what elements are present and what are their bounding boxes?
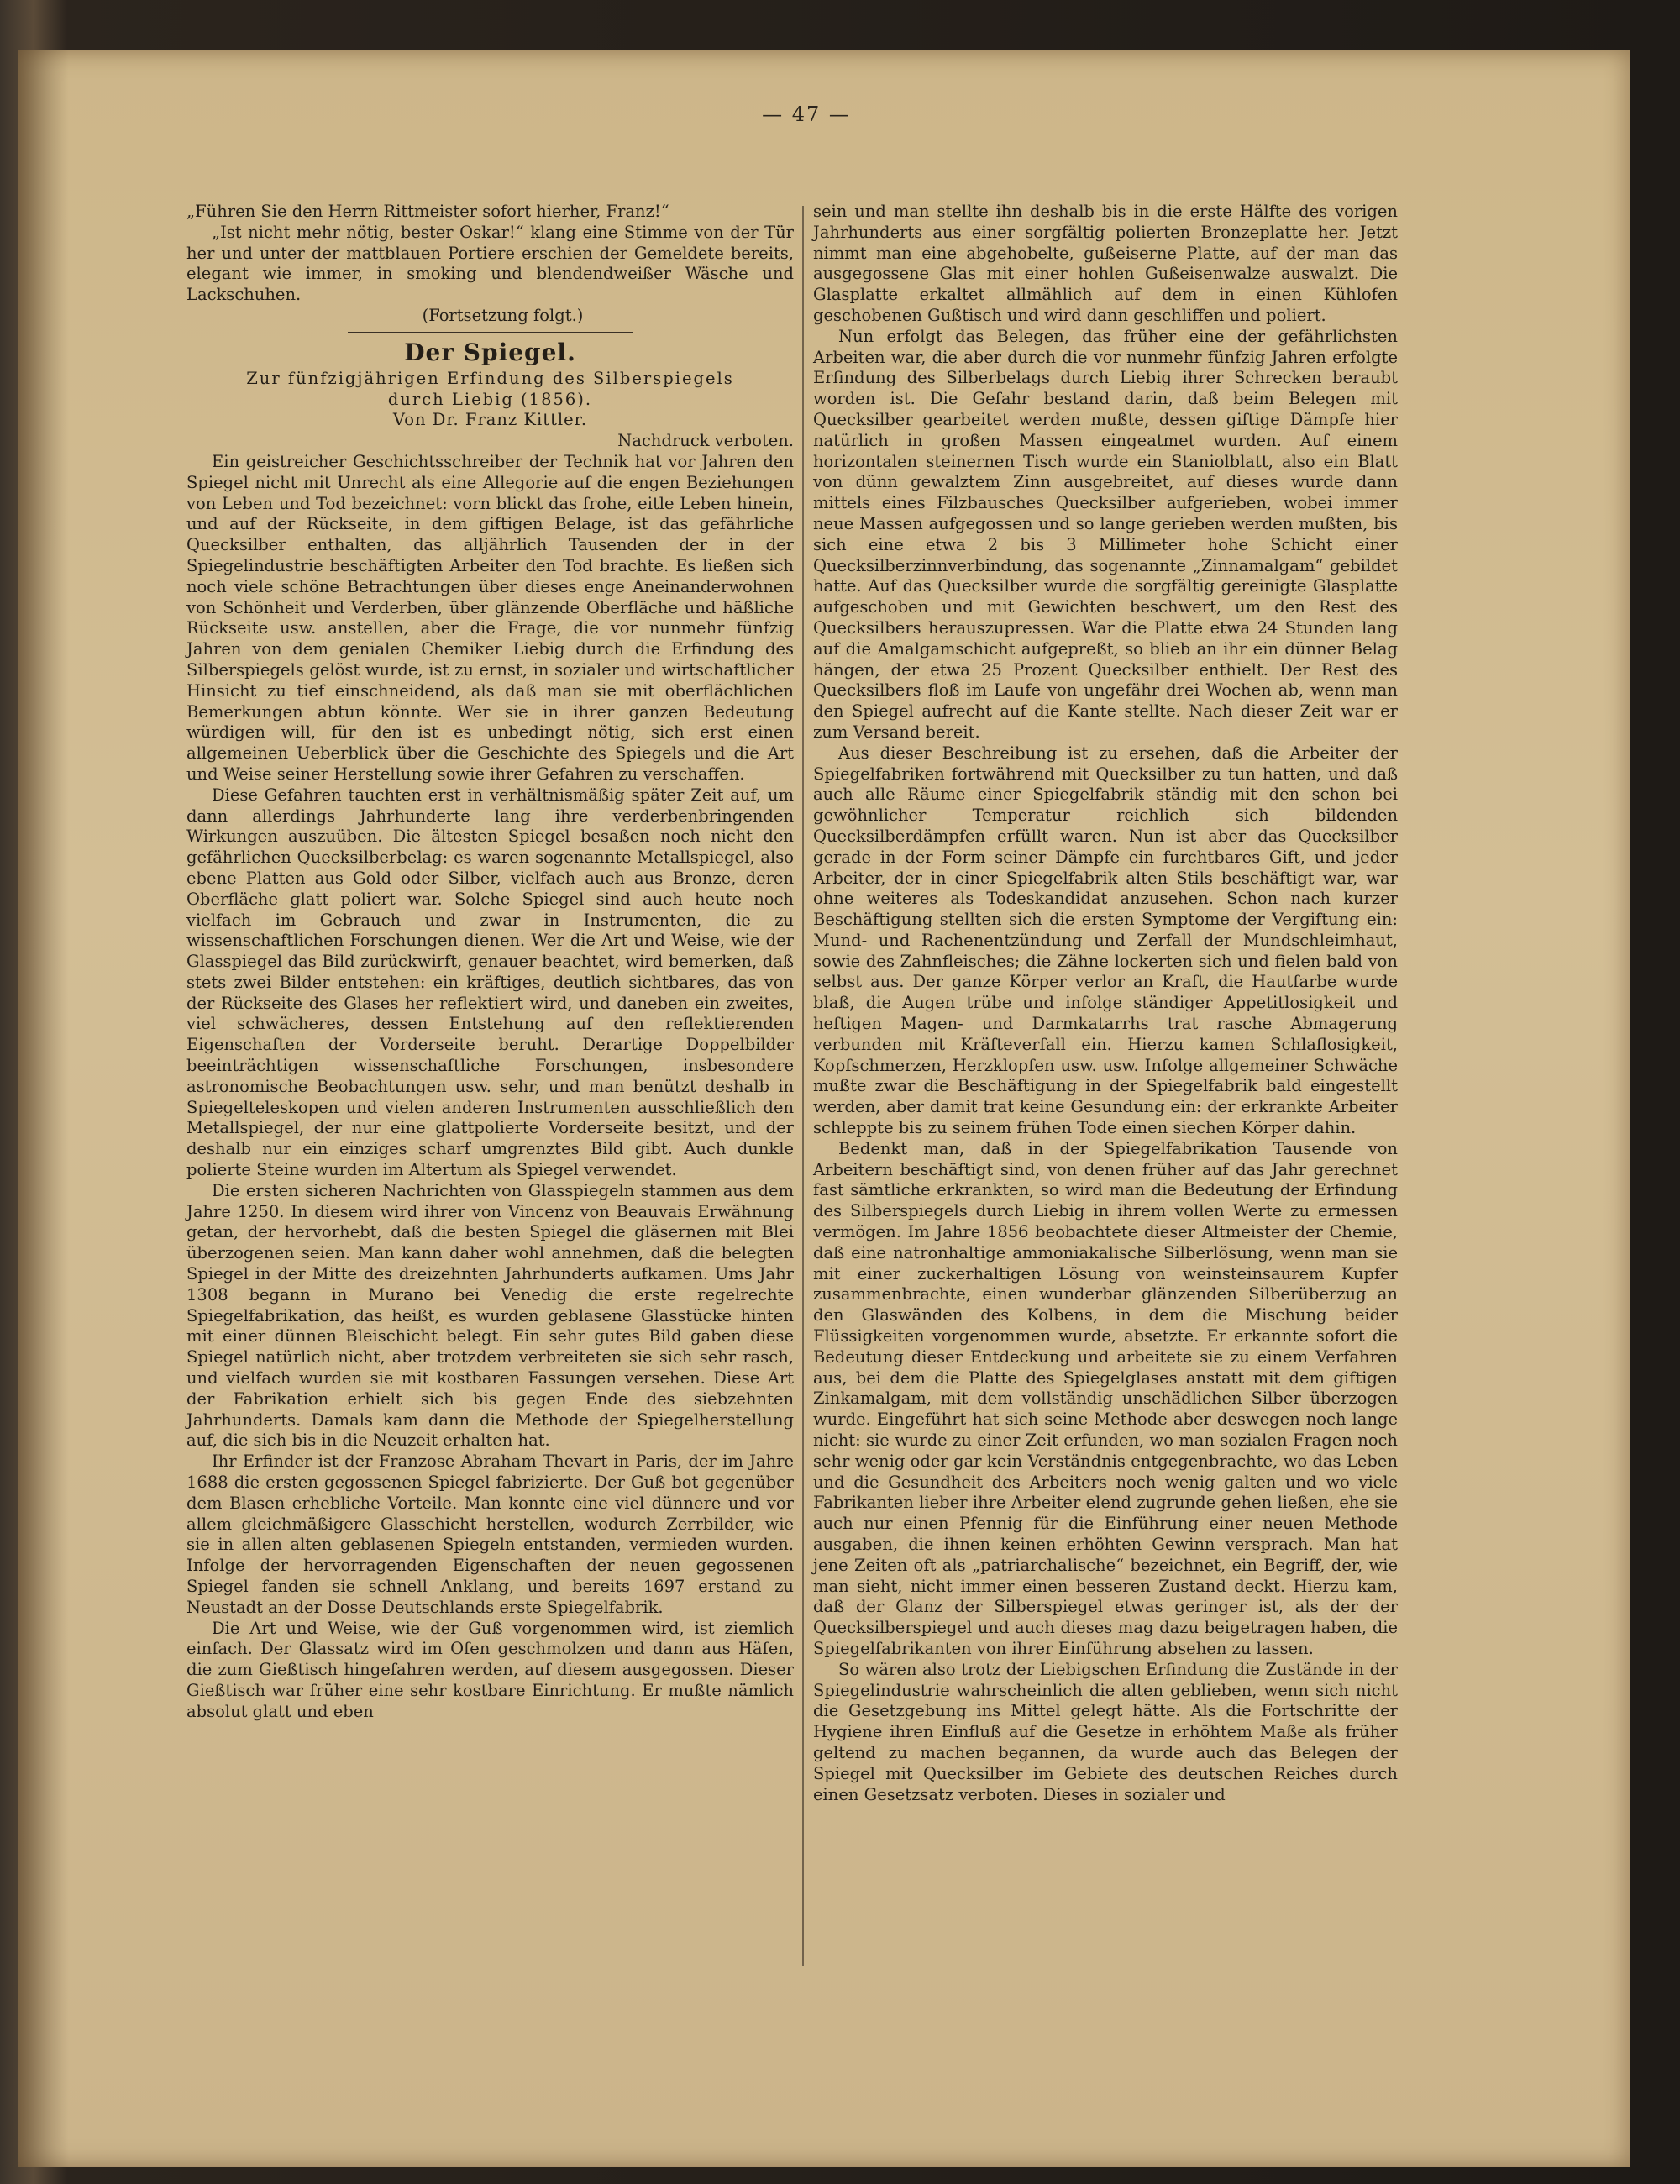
article-subtitle <box>186 369 794 411</box>
left-column <box>186 202 794 1723</box>
article-paragraph-5: Die Art und Weise, wie der Guß vorgenommen wird, ist ziemlich einfach. Der Glassatz wird im Ofen geschmolzen und dann aus Häfen, die zum Gießtisch hingefahren werden, auf diesem ausgegossen. Dieser Gießtisch war früher eine sehr kostbare Einrichtung. Er mußte nämlich absolut glatt und eben <box>186 1618 794 1721</box>
article-paragraph-1: Ein geistreicher Geschichtsschreiber der Technik hat vor Jahren den Spiegel nicht mit Unrecht als eine Allegorie auf die engen Beziehungen von Leben und Tod bezeichnet: vorn blickt das frohe, eitle Leben hinein, und auf der Rückseite, in dem giftigen Belage, ist das gefährliche Quecksilber enthalten, das alljährlich Tausenden der in der Spiegelindustrie beschäftigten Arbeiter den Tod brachte. Es ließen sich noch viele schöne Betrachtungen über dieses enge Aneinanderwohnen von Schönheit und Verderben, über glänzende Oberfläche und häßliche Rückseite usw. anstellen, aber die Frage, die vor nunmehr fünfzig Jahren von dem genialen Chemiker Liebig durch die Erfindung des Silberspiegels gelöst wurde, ist zu ernst, in sozialer und wirtschaftlicher Hinsicht zu tief einschneidend, als daß man sie mit oberflächlichen Bemerkungen abtun könnte. Wer sie in ihrer ganzen Bedeutung würdigen will, für den ist es unbedingt nötig, sich erst einen allgemeinen Ueberblick über die Geschichte des Spiegels und die Art und Weise seiner Herstellung sowie ihrer Gefahren zu verschaffen. <box>186 451 794 784</box>
article-paragraph-8: Aus dieser Beschreibung ist zu ersehen, daß die Arbeiter der Spiegelfabriken fortwährend mit Quecksilber zu tun hatten, und daß auch alle Räume einer Spiegelfabrik ständig mit den schon bei gewöhnlicher Temperatur reichlich sich bildenden Quecksilberdämpfen erfüllt waren. Nun ist aber das Quecksilber gerade in der Form seiner Dämpfe ein furchtbares Gift, und jeder Arbeiter, der in einer Spiegelfabrik alten Stils beschäftigt war, war ohne weiteres als Todeskandidat anzusehen. Schon nach kurzer Beschäftigung stellten sich die ersten Symptome der Vergiftung ein: Mund- und Rachenentzündung und Zerfall der Mundschleimhaut, sowie des Zahnfleisches; die Zähne lockerten sich und fielen bald von selbst aus. Der ganze Körper verlor an Kraft, die Hautfarbe wurde blaß, die Augen trübe und infolge ständiger Appetitlosigkeit und heftigen Magen- und Darmkatarrhs trat rasche Abmagerung verbunden mit Kräfteverfall ein. Hierzu kamen Schlaflosigkeit, Kopfschmerzen, Herzklopfen usw. usw. Infolge allgemeiner Schwäche mußte zwar die Beschäftigung in der Spiegelfabrik bald eingestellt werden, aber damit trat keine Gesundung ein: der erkrankte Arbeiter schleppte bis zu seinem frühen Tode einen siechen Körper dahin. <box>813 743 1398 1138</box>
article-author: Von Dr. Franz Kittler. <box>392 410 588 430</box>
article-paragraph-4: Ihr Erfinder ist der Franzose Abraham Thevart in Paris, der im Jahre 1688 die ersten gegossenen Spiegel fabrizierte. Der Guß bot gegenüber dem Blasen erhebliche Vorteile. Man konnte eine viel dünnere und vor allem gleichmäßigere Glasschicht herstellen, wodurch Zerrbilder, wie sie in allen alten geblasenen Spiegeln entstanden, vermieden wurden. Infolge der hervorragenden Eigenschaften der neuen gegossenen Spiegel fanden sie schnell Anklang, und bereits 1697 erstand zu Neustadt an der Dosse Deutschlands erste Spiegelfabrik. <box>186 1452 794 1617</box>
column-rule <box>802 206 804 1966</box>
article-paragraph-9: Bedenkt man, daß in der Spiegelfabrikation Tausende von Arbeitern beschäftigt sind, von denen früher auf das Jahr gerechnet fast sämtliche erkrankten, so wird man die Bedeutung der Erfindung des Silberspiegels durch Liebig in ihrem vollen Werte zu ermessen vermögen. Im Jahre 1856 beobachtete dieser Altmeister der Chemie, daß eine natronhaltige ammoniakalische Silberlösung, wenn man sie mit einer zuckerhaltigen Lösung von weinsteinsaurem Kupfer zusammenbrachte, einen wunderbar glänzenden Silberüberzug an den Glaswänden des Kolbens, in dem die Mischung beider Flüssigkeiten vorgenommen wurde, absetzte. Er erkannte sofort die Bedeutung dieser Entdeckung und arbeitete sie zu einem Verfahren aus, bei dem die Platte des Spiegelglases anstatt mit dem giftigen Zinkamalgam, mit dem vollständig unschädlichen Silber überzogen wurde. Eingeführt hat sich seine Methode aber deswegen noch lange nicht: sie wurde zu einer Zeit erfunden, wo man sozialen Fragen noch sehr wenig oder gar kein Verständnis entgegenbrachte, wo das Leben und die Gesundheit des Arbeiters noch wenig galten und wo viele Fabrikanten lieber ihre Arbeiter elend zugrunde gehen ließen, ehe sie auch nur einen Pfennig für die Einführung einer neuen Methode ausgaben, die ihnen keinen erhöhten Gewinn versprach. Man hat jene Zeiten oft als „patriarchalische“ bezeichnet, ein Begriff, der, wie man sieht, nicht immer einen besseren Zustand deckt. Hierzu kam, daß der Glanz der Silberspiegel etwas geringer ist, als der der Quecksilberspiegel und auch dieses mag dazu beigetragen haben, die Spiegelfabrikanten von ihrer Einführung absehen zu lassen. <box>813 1138 1398 1658</box>
reprint-note: Nachdruck verboten. <box>617 431 794 451</box>
article-paragraph-10: So wären also trotz der Liebigschen Erfindung die Zustände in der Spiegelindustrie wahrscheinlich die alten geblieben, wenn sich nicht die Gesetzgebung ins Mittel gelegt hätte. Als die Fortschritte der Hygiene ihren Einfluß auf die Gesetze in erhöhtem Maße als früher geltend zu machen begannen, da wurde auch das Belegen der Spiegel mit Quecksilber im Gebiete des deutschen Reiches durch einen Gesetzsatz verboten. Dieses in sozialer und <box>813 1659 1398 1804</box>
continuation-note: (Fortsetzung folgt.) <box>422 305 584 325</box>
article-paragraph-6: sein und man stellte ihn deshalb bis in die erste Hälfte des vorigen Jahrhunderts aus einer sorgfältig polierten Bronzeplatte her. Jetzt nimmt man eine abgehobelte, gußeiserne Platte, auf der man das ausgegossene Glas mit einer hohlen Gußeisenwalze auswalzt. Die Glasplatte erkaltet allmählich auf dem in einen Kühlofen geschobenen Gußtisch und wird dann geschliffen und poliert. <box>813 202 1398 325</box>
article-paragraph-7: Nun erfolgt das Belegen, das früher eine der gefährlichsten Arbeiten war, die aber durch die vor nunmehr fünfzig Jahren erfolgte Erfindung des Silberbelags durch Liebig ihrer Schrecken beraubt worden ist. Die Gefahr bestand darin, daß beim Belegen mit Quecksilber gearbeitet werden mußte, dessen giftige Dämpfe hier natürlich in großen Massen eingeatmet wurden. Auf einem horizontalen steinernen Tisch wurde ein Staniolblatt, also ein Blatt von dünn gewalztem Zinn ausgebreitet, auf dieses wurde dann mittels eines Filzbausches Quecksilber aufgerieben, wobei immer neue Massen aufgegossen und so lange gerieben werden mußten, bis sich eine etwa 2 bis 3 Millimeter hohe Schicht einer Quecksilberzinnverbindung, das sogenannte „Zinnamalgam“ gebildet hatte. Auf das Quecksilber wurde die sorgfältig gereinigte Glasplatte aufgeschoben und mit Gewichten beschwert, um den Rest des Quecksilbers herauszupressen. War die Platte etwa 24 Stunden lang auf die Amalgamschicht aufgepreßt, so blieb an ihr ein dünner Belag hängen, der etwa 25 Prozent Quecksilber enthielt. Der Rest des Quecksilbers floß im Laufe von ungefähr drei Wochen ab, wenn man den Spiegel aufrecht auf die Kante stellte. Nach dieser Zeit war er zum Versand bereit. <box>813 326 1398 742</box>
section-divider <box>348 332 633 333</box>
page-number: — 47 — <box>762 102 851 126</box>
intro-paragraph-2: „Ist nicht mehr nötig, bester Oskar!“ klang eine Stimme von der Tür her und unter der mattblauen Portiere erschien der Gemeldete bereits, elegant wie immer, in smoking und blendendweißer Wäsche und Lackschuhen. <box>186 222 794 305</box>
article-title: Der Spiegel. <box>404 338 576 366</box>
article-subtitle-line-2: durch Liebig (1856). <box>387 389 593 409</box>
article-subtitle-line-1: Zur fünfzigjährigen Erfindung des Silberspiegels <box>246 368 734 388</box>
article-paragraph-2: Diese Gefahren tauchten erst in verhältnismäßig später Zeit auf, um dann allerdings Jahrhunderte lang ihre verderbenbringenden Wirkungen auszuüben. Die ältesten Spiegel besaßen noch nicht den gefährlichen Quecksilberbelag: es waren sogenannte Metallspiegel, also ebene Platten aus Gold oder Silber, vielfach auch aus Bronze, deren Oberfläche glatt poliert war. Solche Spiegel sind auch heute noch vielfach im Gebrauch und zwar in Instrumenten, die zu wissenschaftlichen Forschungen dienen. Wer die Art und Weise, wie der Glasspiegel das Bild zurückwirft, genauer beachtet, wird bemerken, daß stets zwei Bilder entstehen: ein kräftiges, deutlich sichtbares, das von der Rückseite des Glases her reflektiert wird, und daneben ein zweites, viel schwächeres, dessen Entstehung auf den reflektierenden Eigenschaften der Vorderseite beruht. Derartige Doppelbilder beeinträchtigen wissenschaftliche Forschungen, insbesondere astronomische Beobachtungen usw. sehr, und man benützt deshalb in Spiegelteleskopen und vielen anderen Instrumenten ausschließlich den Metallspiegel, der nur eine glattpolierte Vorderseite besitzt, und der deshalb nur ein einziges scharf umgrenztes Bild gibt. Auch dunkle polierte Steine wurden im Altertum als Spiegel verwendet. <box>186 785 794 1180</box>
article-paragraph-3: Die ersten sicheren Nachrichten von Glasspiegeln stammen aus dem Jahre 1250. In diesem wird ihrer von Vincenz von Beauvais Erwähnung getan, der hervorhebt, daß die besten Spiegel die gläsernen mit Blei überzogenen seien. Man kann daher wohl annehmen, daß die belegten Spiegel in der Mitte des dreizehnten Jahrhunderts aufkamen. Ums Jahr 1308 begann in Murano bei Venedig die erste regelrechte Spiegelfabrikation, das heißt, es wurden geblasene Glasstücke hinten mit einer dünnen Bleischicht belegt. Ein sehr gutes Bild gaben diese Spiegel natürlich nicht, aber trotzdem verbreiteten sie sich sehr rasch, und vielfach wurden sie mit kostbaren Fassungen versehen. Diese Art der Fabrikation erhielt sich bis gegen Ende des siebzehnten Jahrhunderts. Damals kam dann die Methode der Spiegelherstellung auf, die sich bis in die Neuzeit erhalten hat. <box>186 1180 794 1451</box>
page-fold-shadow <box>18 50 69 2167</box>
intro-paragraph-1: „Führen Sie den Herrn Rittmeister sofort hierher, Franz!“ <box>186 202 669 221</box>
right-column <box>813 202 1398 1805</box>
